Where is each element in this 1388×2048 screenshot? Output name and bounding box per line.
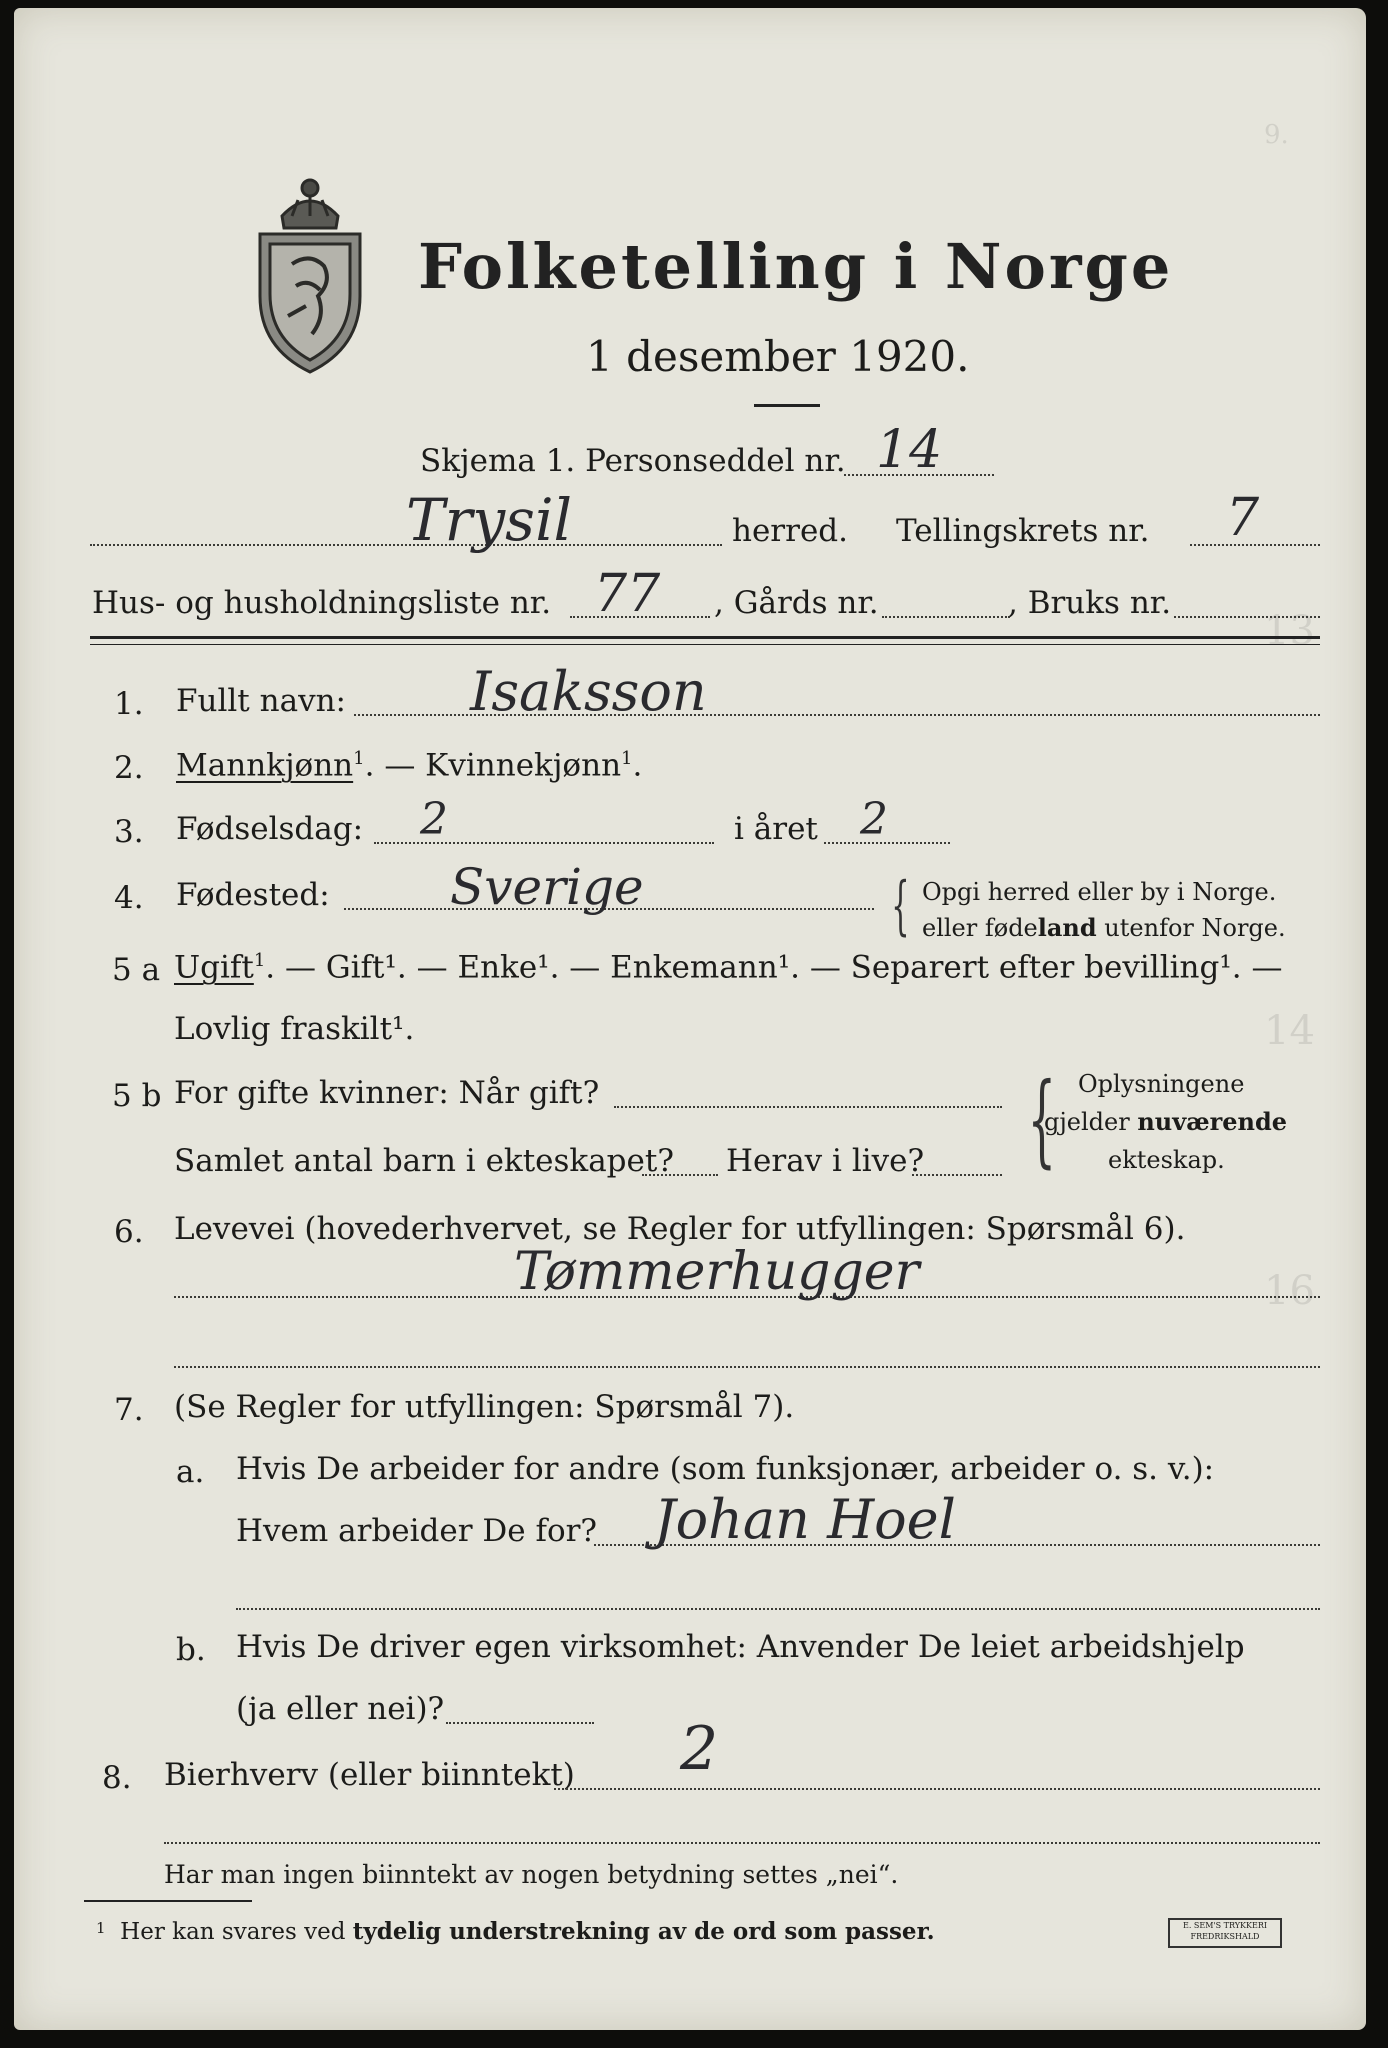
printer-line2: FREDRIKSHALD (1190, 1932, 1260, 1941)
bleed-text: 9. (1264, 120, 1289, 150)
q7a-value: Johan Hoel (654, 1488, 956, 1551)
husholdningsliste-label: Hus- og husholdningsliste nr. (92, 585, 552, 621)
q5b-alive-field[interactable] (912, 1174, 1002, 1176)
q7b-field[interactable] (446, 1722, 594, 1724)
q5a-other-options[interactable]: — Gift¹. — Enke¹. — Enkemann¹. — Separert efter bevilling¹. — (275, 949, 1283, 986)
q3-number: 3. (114, 814, 144, 850)
q4-value: Sverige (450, 858, 644, 916)
option-mannkjonn[interactable]: Mannkjønn (176, 747, 354, 784)
option-ugift[interactable]: Ugift (174, 949, 254, 986)
q4-note-text: utenfor Norge. (1096, 914, 1286, 942)
q4-number: 4. (114, 880, 144, 916)
footnote-bold: tydelig understrekning av de ord som passer. (352, 1918, 935, 1945)
husholdningsliste-value: 77 (594, 564, 661, 624)
census-form-sheet (14, 8, 1366, 2030)
q6-label: Levevei (hovederhvervet, se Regler for utfyllingen: Spørsmål 6). (174, 1211, 1186, 1247)
q1-label: Fullt navn: (176, 683, 346, 719)
option-kvinnekjonn[interactable]: — Kvinnekjønn (374, 747, 622, 784)
q5b-married-field[interactable] (614, 1106, 1002, 1108)
herred-label: herred. (732, 513, 848, 549)
census-date: 1 desember 1920. (586, 332, 970, 381)
q8-label: Bierhverv (eller biinntekt) (164, 1757, 575, 1793)
q1-number: 1. (114, 686, 144, 722)
q4-note-text: eller føde (922, 914, 1038, 942)
header-divider (90, 636, 1320, 639)
header-divider-thin (90, 644, 1320, 645)
q8-field-2[interactable] (164, 1842, 1320, 1844)
biinntekt-note: Har man ingen biinntekt av nogen betydning settes „nei“. (164, 1860, 899, 1889)
q5b-note1: Oplysningene (1078, 1070, 1245, 1098)
q5a-option-fraskilt[interactable]: Lovlig fraskilt¹. (174, 1011, 415, 1047)
q5b-label2: Samlet antal barn i ekteskapet? (174, 1143, 674, 1179)
printer-line1: E. SEM'S TRYKKERI (1182, 1921, 1268, 1930)
footnote-divider (84, 1900, 252, 1902)
gards-label: , Gårds nr. (714, 585, 879, 621)
q5b-note-text: gjelder (1044, 1108, 1138, 1136)
q5b-brace: { (1027, 1061, 1057, 1178)
q3-year-label: i året (734, 811, 818, 847)
tellingskrets-value: 7 (1226, 488, 1260, 548)
bruks-label: , Bruks nr. (1008, 585, 1172, 621)
q8-number: 8. (102, 1760, 132, 1796)
q7-label: (Se Regler for utfyllingen: Spørsmål 7). (174, 1389, 795, 1425)
q2-options: Mannkjønn$^1$. — Kvinnekjønn$^1$. (176, 747, 643, 784)
footnote-marker: 1 (96, 1919, 106, 1937)
q3-value: 2 (420, 794, 448, 845)
q7b-label2: (ja eller nei)? (236, 1691, 445, 1727)
q7b-letter: b. (176, 1632, 206, 1668)
q5b-children-field[interactable] (642, 1174, 718, 1176)
q4-label: Fødested: (176, 877, 330, 913)
skjema-label: Skjema 1. Personseddel nr. (420, 443, 846, 479)
q7a-letter: a. (176, 1454, 205, 1490)
printer-stamp (1168, 1918, 1282, 1948)
q6-field-2[interactable] (174, 1366, 1320, 1368)
q7a-field-2[interactable] (236, 1608, 1320, 1610)
form-title: Folketelling i Norge (418, 230, 1174, 303)
bleed-text: 16 (1264, 1268, 1315, 1314)
herred-value: Trysil (406, 486, 573, 554)
q5b-note3: ekteskap. (1108, 1146, 1225, 1174)
title-divider (754, 404, 820, 407)
q7b-label: Hvis De driver egen virksomhet: Anvender De leiet arbeidshjelp (236, 1629, 1245, 1665)
gards-field[interactable] (882, 616, 1010, 618)
q5a-number: 5 a (112, 952, 161, 988)
q4-note-line2 (922, 913, 1286, 942)
q7a-label2: Hvem arbeider De for? (236, 1513, 598, 1549)
q1-value: Isaksson (470, 660, 707, 723)
skjema-value: 14 (876, 420, 943, 480)
q2-number: 2. (114, 750, 144, 786)
q8-field[interactable] (554, 1788, 1320, 1790)
tellingskrets-label: Tellingskrets nr. (896, 513, 1150, 549)
q5b-note-bold: nuværende (1137, 1107, 1288, 1136)
q3-label: Fødselsdag: (176, 811, 364, 847)
bruks-field[interactable] (1174, 616, 1320, 618)
footnote (96, 1920, 935, 1944)
q5b-label3: Herav i live? (726, 1143, 925, 1179)
q4-note-bold: land (1037, 913, 1097, 942)
q3-year-value: 2 (860, 794, 888, 845)
q4-note-line1: Opgi herred eller by i Norge. (922, 878, 1277, 906)
q4-brace: { (891, 869, 910, 943)
q7a-label: Hvis De arbeider for andre (som funksjonær, arbeider o. s. v.): (236, 1451, 1215, 1487)
bleed-text: 13 (1264, 608, 1315, 654)
bleed-text: 14 (1264, 1008, 1315, 1054)
footnote-text: Her kan svares ved (120, 1919, 353, 1945)
q6-number: 6. (114, 1214, 144, 1250)
q5a-options: Ugift$^1$. — Gift¹. — Enke¹. — Enkemann¹. — Separert efter bevilling¹. — (174, 949, 1283, 986)
q5b-note2 (1044, 1107, 1288, 1136)
q5b-label1: For gifte kvinner: Når gift? (174, 1075, 600, 1111)
q7-number: 7. (114, 1392, 144, 1428)
coat-of-arms-icon (252, 166, 368, 376)
q5b-number: 5 b (112, 1078, 162, 1114)
q8-value: 2 (680, 1714, 719, 1784)
q6-value: Tømmerhugger (514, 1242, 920, 1302)
